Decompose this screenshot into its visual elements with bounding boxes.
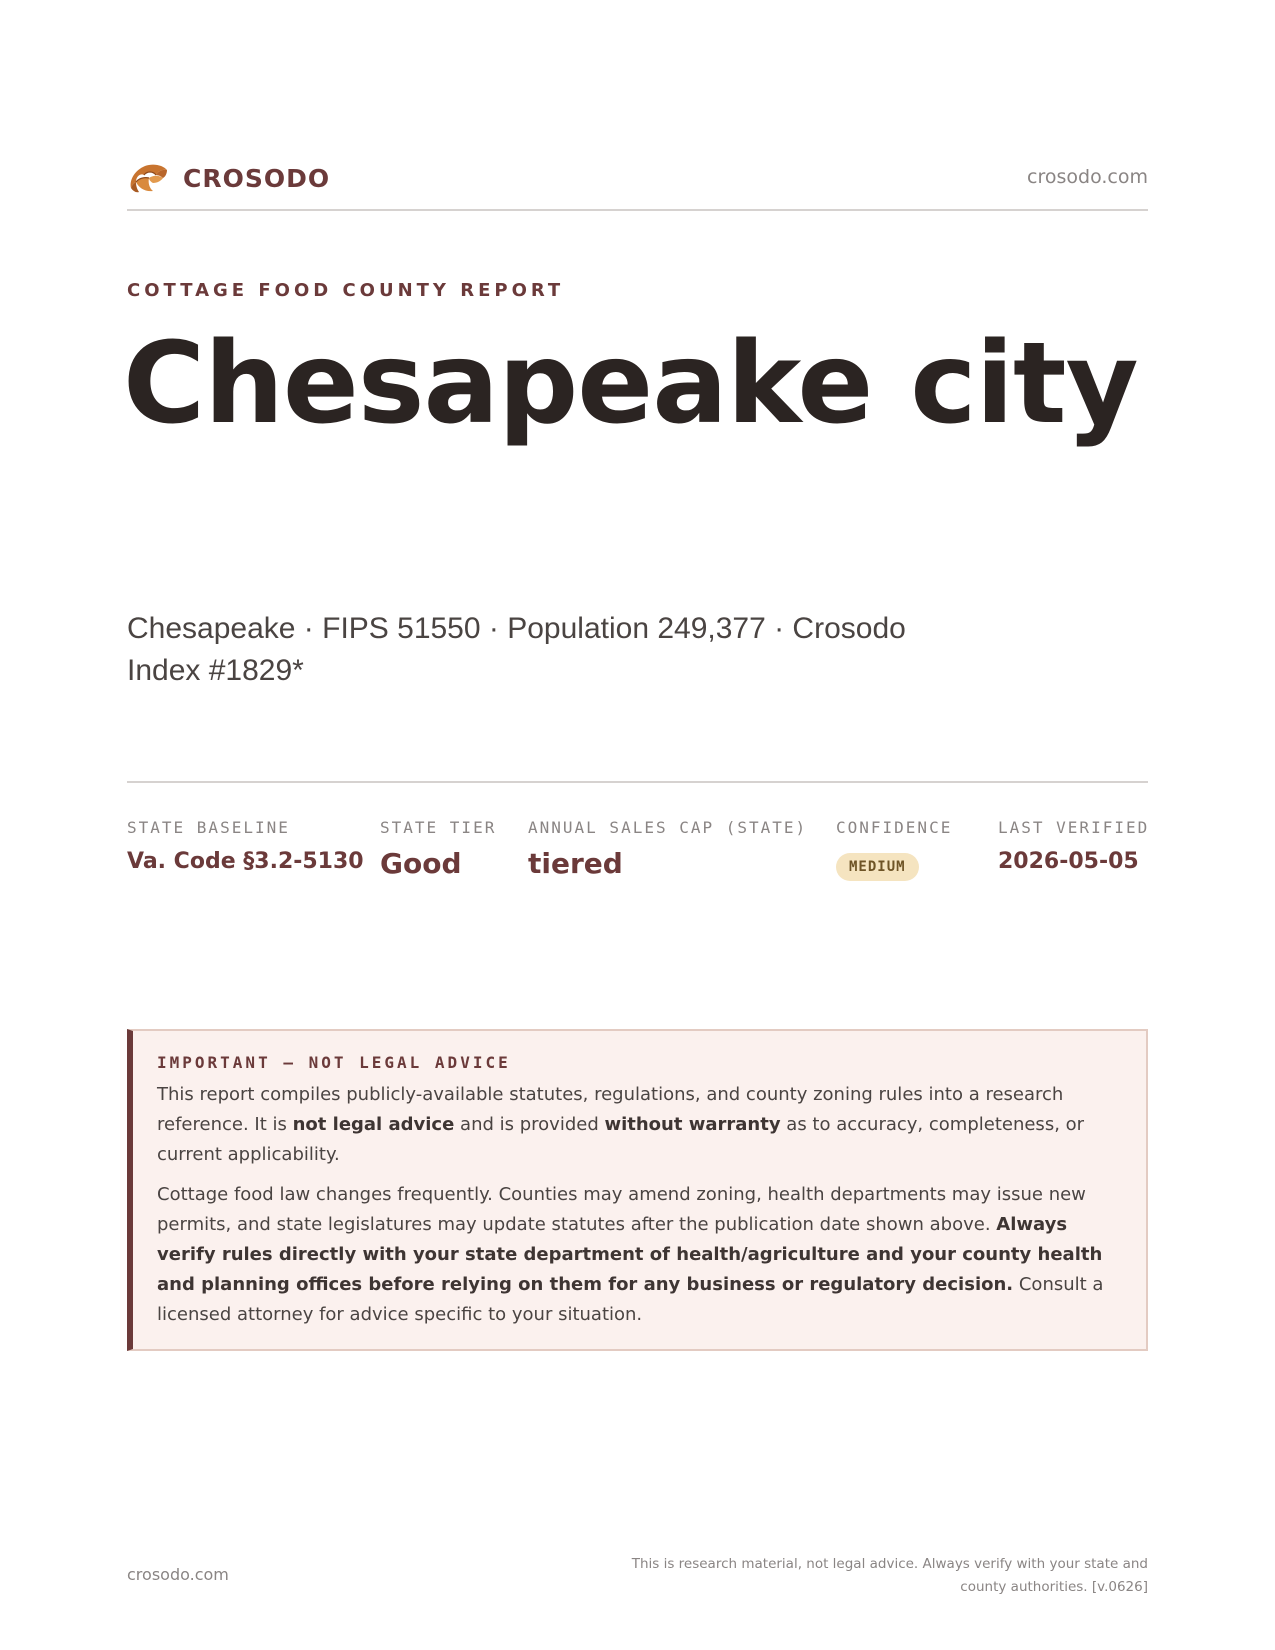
section-divider [127, 781, 1148, 783]
notice-text: as to accuracy, completeness, or current applicability. [157, 1114, 1085, 1165]
brand[interactable] [127, 158, 330, 198]
stat-label: ANNUAL SALES CAP (STATE) [528, 818, 808, 837]
brand-name: CROSODO [183, 163, 331, 193]
stat-value: Va. Code §3.2-5130 [127, 849, 364, 874]
site-url-link[interactable]: crosodo.com [1027, 166, 1148, 188]
stat-confidence [836, 818, 952, 881]
header-divider [127, 209, 1148, 211]
notice-text: Consult a licensed attorney for advice specific to your situation. [157, 1274, 1104, 1325]
page-header [127, 158, 1148, 198]
report-eyebrow: COTTAGE FOOD COUNTY REPORT [127, 280, 565, 301]
footer-disclaimer: This is research material, not legal advice. Always verify with your state and county authorities. [v.0626] [631, 1556, 1148, 1595]
notice-text: and is provided [454, 1114, 605, 1135]
stat-label: STATE BASELINE [127, 818, 290, 837]
footer-site-link[interactable]: crosodo.com [127, 1565, 229, 1584]
stat-value: tiered [528, 847, 623, 880]
stat-label: LAST VERIFIED [998, 818, 1150, 837]
stat-last-verified [998, 818, 1149, 874]
notice-text: This report compiles publicly-available statutes, regulations, and county zoning rules into a research reference. It is [157, 1084, 1064, 1135]
notice-paragraph [157, 1080, 1122, 1170]
notice-title: IMPORTANT — NOT LEGAL ADVICE [157, 1053, 511, 1072]
stat-label: STATE TIER [380, 818, 497, 837]
stat-value: Good [380, 847, 462, 880]
notice-emphasis: Always verify rules directly with your state department of health/agriculture and your county health and planning offices before relying on them for any business or regulatory decision. [157, 1214, 1103, 1295]
croissant-icon [127, 158, 169, 198]
stat-label: CONFIDENCE [836, 818, 953, 837]
report-subtitle: Chesapeake · FIPS 51550 · Population 249,377 · Crosodo Index #1829* [127, 612, 906, 687]
report-page [123, 0, 1150, 1650]
stat-annual-sales-cap [528, 818, 807, 880]
page-title: Chesapeake city [123, 319, 1138, 449]
notice-emphasis: without warranty [604, 1114, 781, 1135]
stat-state-tier [380, 818, 496, 880]
stat-value: 2026-05-05 [998, 849, 1139, 874]
notice-paragraph [157, 1180, 1122, 1330]
notice-text: Cottage food law changes frequently. Counties may amend zoning, health departments may issue new permits, and state legislatures may update statutes after the publication date shown above. [157, 1184, 1086, 1235]
stat-state-baseline [127, 818, 364, 874]
legal-notice [127, 1029, 1148, 1351]
notice-emphasis: not legal advice [292, 1114, 455, 1135]
confidence-badge: MEDIUM [836, 853, 919, 881]
